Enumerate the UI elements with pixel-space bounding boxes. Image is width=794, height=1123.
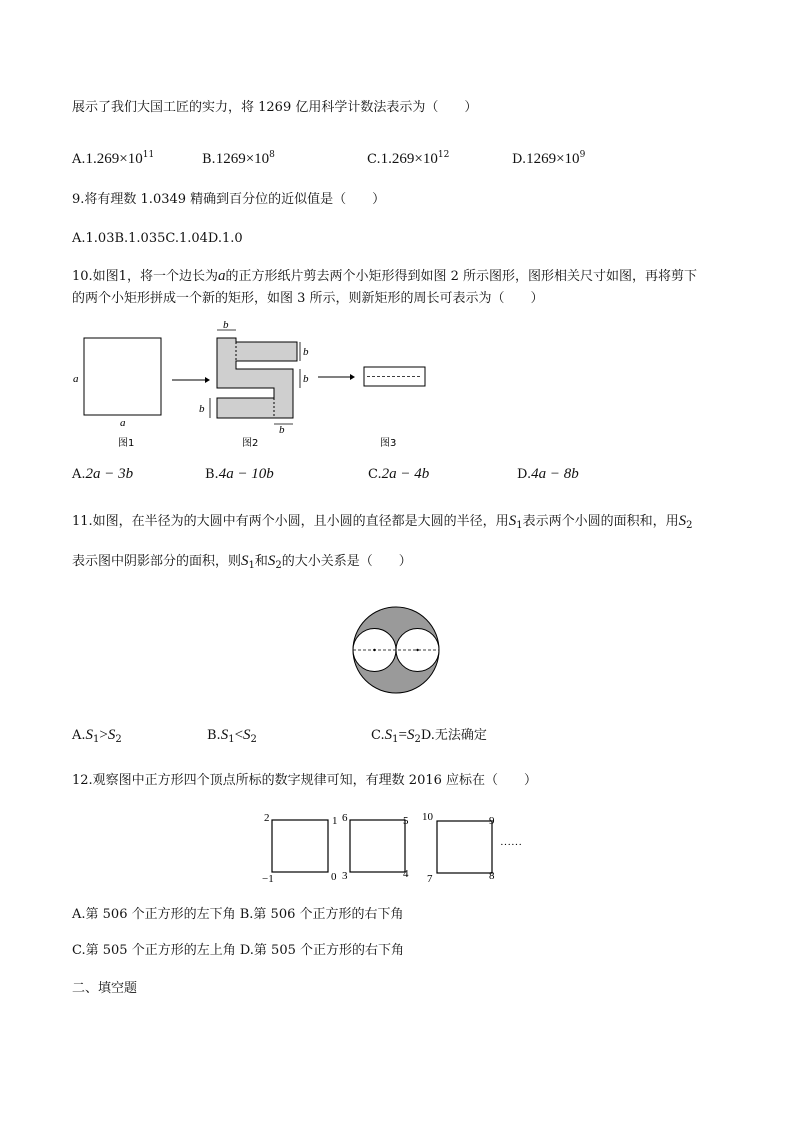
q11-stem-line1: 11.如图，在半径为的大圆中有两个小圆，且小圆的直径都是大圆的半径，用$S_1$表示两个小圆的面积和，用$S_2$ bbox=[72, 513, 693, 531]
svg-text:8: 8 bbox=[489, 870, 495, 882]
q10-stem-line2: 的两个小矩形拼成一个新的矩形，如图 3 所示，则新矩形的周长可表示为（ ） bbox=[72, 291, 544, 306]
q10-option-c[interactable]: C.2a − 4b bbox=[368, 466, 430, 482]
q8-option-a[interactable]: $A.1.269\times 10^{11}$ bbox=[72, 150, 155, 167]
q9-stem: 9.将有理数 1.0349 精确到百分位的近似值是（ ） bbox=[72, 192, 386, 207]
svg-text:4: 4 bbox=[403, 868, 409, 880]
q11-figure bbox=[350, 606, 442, 694]
svg-text:6: 6 bbox=[342, 812, 348, 824]
arrow-2-head bbox=[350, 374, 355, 380]
fig3-caption: 图3 bbox=[380, 438, 397, 449]
q12-options-line1[interactable]: A.第 506 个正方形的左下角 B.第 506 个正方形的右下角 bbox=[72, 907, 404, 922]
arrow-1-head bbox=[205, 377, 210, 383]
svg-text:7: 7 bbox=[427, 873, 433, 885]
fig1-caption: 图1 bbox=[118, 438, 135, 449]
fig2-caption: 图2 bbox=[242, 438, 259, 449]
svg-text:5: 5 bbox=[403, 815, 409, 827]
fig2-label-b-bottom: b bbox=[279, 424, 285, 436]
q10-figure bbox=[60, 320, 440, 450]
fig1-label-a-side: a bbox=[73, 373, 79, 385]
fig2-label-b-right1: b bbox=[303, 346, 309, 358]
q12-figure bbox=[262, 812, 542, 884]
q8-option-c[interactable]: $C.1.269\times 10^{12}$ bbox=[367, 150, 450, 167]
fig1-label-a-bottom: a bbox=[120, 417, 126, 429]
q9-options[interactable]: A.1.03B.1.035C.1.04D.1.0 bbox=[72, 231, 243, 246]
fig2-label-b-top: b bbox=[223, 319, 229, 331]
square-3 bbox=[437, 821, 492, 873]
q8-option-b[interactable]: $B.1269\times 10^8$ bbox=[202, 150, 275, 167]
q10-stem-line1: 10.如图1，将一个边长为a的正方形纸片剪去两个小矩形得到如图 2 所示图形，图形相关尺寸如图，再将剪下 bbox=[72, 268, 697, 284]
q10-option-a[interactable]: A.2a − 3b bbox=[72, 466, 134, 482]
ellipsis: ······ bbox=[500, 839, 522, 851]
q11-option-b[interactable]: $B.S_1<S_2$ bbox=[207, 727, 257, 745]
q12-stem: 12.观察图中正方形四个顶点所标的数字规律可知，有理数 2016 应标在（ ） bbox=[72, 773, 538, 788]
section-title: 二、填空题 bbox=[72, 981, 138, 996]
svg-text:1: 1 bbox=[332, 815, 338, 827]
square-2 bbox=[350, 820, 405, 872]
q11-stem-line2: 表示图中阴影部分的面积，则$S_1$和$S_2$的大小关系是（ ） bbox=[72, 553, 412, 571]
fig2-shape bbox=[217, 338, 297, 418]
q11-option-a[interactable]: $A.S_1>S_2$ bbox=[72, 727, 122, 745]
q12-options-line2[interactable]: C.第 505 个正方形的左上角 D.第 505 个正方形的右下角 bbox=[72, 943, 404, 958]
q8-option-d[interactable]: $D.1269\times 10^9$ bbox=[512, 150, 586, 167]
svg-text:0: 0 bbox=[331, 871, 337, 883]
q11-option-c-d[interactable]: $C.S_1=S_2D$.无法确定 bbox=[371, 727, 487, 745]
fig2-label-b-right2: b bbox=[303, 373, 309, 385]
svg-text:2: 2 bbox=[264, 812, 270, 824]
q8-stem: 展示了我们大国工匠的实力，将 1269 亿用科学计数法表示为（ ） bbox=[72, 100, 478, 115]
fig1-square bbox=[84, 338, 161, 415]
svg-text:−1: −1 bbox=[262, 873, 274, 885]
q10-option-d[interactable]: D.4a − 8b bbox=[517, 466, 579, 482]
svg-text:9: 9 bbox=[489, 815, 495, 827]
svg-text:3: 3 bbox=[342, 870, 348, 882]
square-1 bbox=[272, 820, 328, 872]
q10-option-b[interactable]: B.4a − 10b bbox=[205, 466, 274, 482]
fig2-label-b-left: b bbox=[199, 403, 205, 415]
svg-text:10: 10 bbox=[422, 811, 433, 823]
